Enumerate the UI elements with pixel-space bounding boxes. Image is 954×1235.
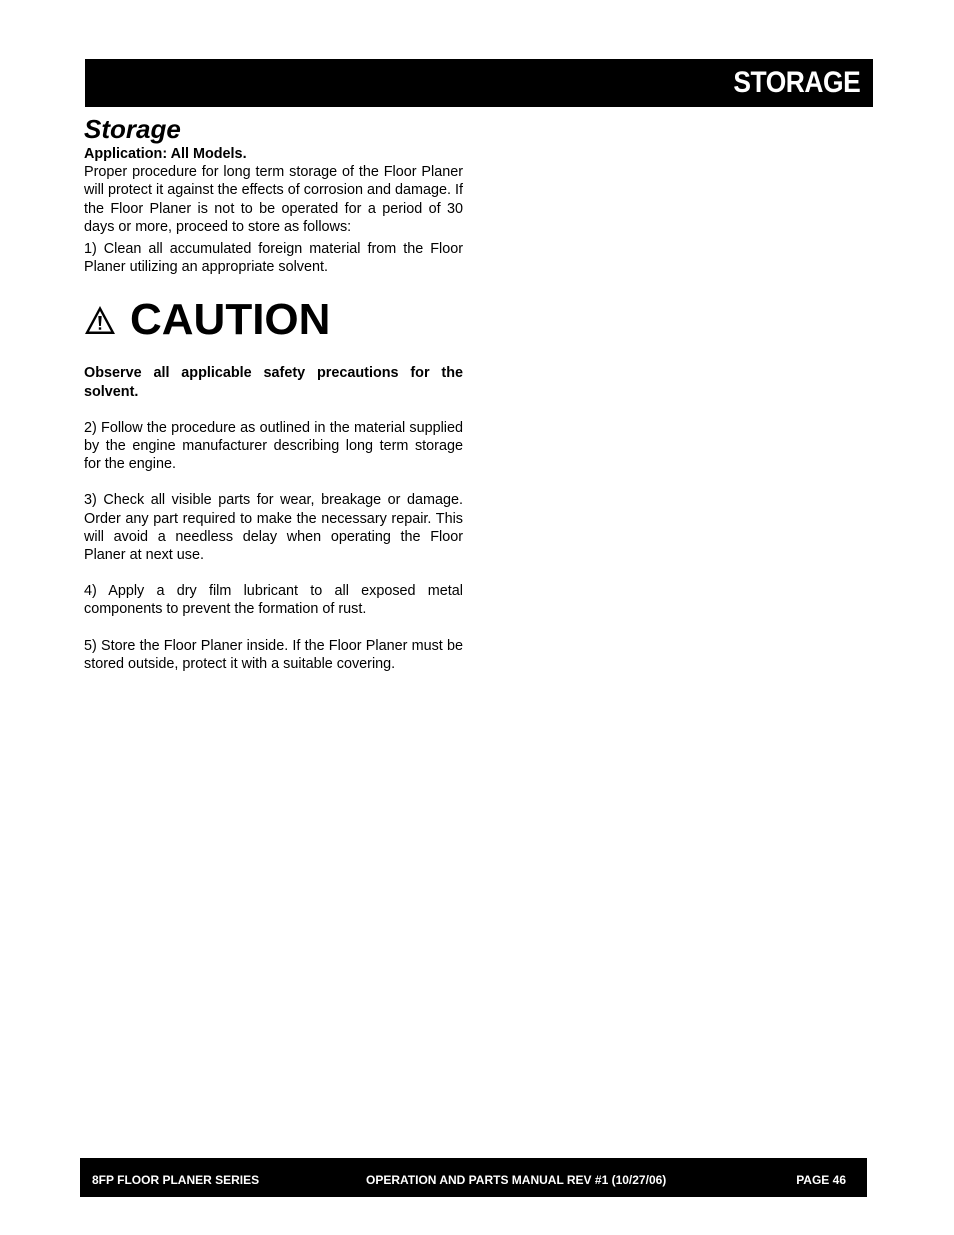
footer-bar bbox=[80, 1158, 867, 1197]
step-4: 4) Apply a dry film lubricant to all exposed metal components to prevent the formation of rust. bbox=[84, 583, 463, 618]
step-1: 1) Clean all accumulated foreign material from the Floor Planer utilizing an appropriate solvent. bbox=[84, 241, 463, 276]
step-2: 2) Follow the procedure as outlined in the material supplied by the engine manufacturer describing long term storage for the engine. bbox=[84, 419, 463, 473]
caution-note: Observe all applicable safety precautions for the solvent. bbox=[84, 365, 463, 400]
section-title: Storage bbox=[84, 114, 181, 144]
footer-page-number: PAGE 46 bbox=[796, 1173, 846, 1187]
header-bar bbox=[85, 59, 873, 107]
step-5: 5) Store the Floor Planer inside. If the Floor Planer must be stored outside, protect it with a suitable covering. bbox=[84, 637, 463, 672]
warning-triangle-icon bbox=[84, 304, 116, 336]
header-title: STORAGE bbox=[733, 66, 860, 99]
footer-manual-title: OPERATION AND PARTS MANUAL REV #1 (10/27/06) bbox=[366, 1173, 667, 1187]
intro-paragraph: Proper procedure for long term storage of the Floor Planer will protect it against the effects of corrosion and damage. If the Floor Planer is not to be operated for a period of 30 days or more, proceed to store as follows: bbox=[84, 164, 463, 235]
application-line: Application: All Models. bbox=[84, 146, 247, 162]
step-3: 3) Check all visible parts for wear, breakage or damage. Order any part required to make the necessary repair. This will avoid a needless delay when operating the Floor Planer at next use. bbox=[84, 492, 463, 564]
storage-section bbox=[84, 113, 463, 673]
caution-word: CAUTION bbox=[130, 295, 331, 345]
caution-heading bbox=[84, 290, 463, 350]
footer-series: 8FP FLOOR PLANER SERIES bbox=[92, 1173, 260, 1187]
